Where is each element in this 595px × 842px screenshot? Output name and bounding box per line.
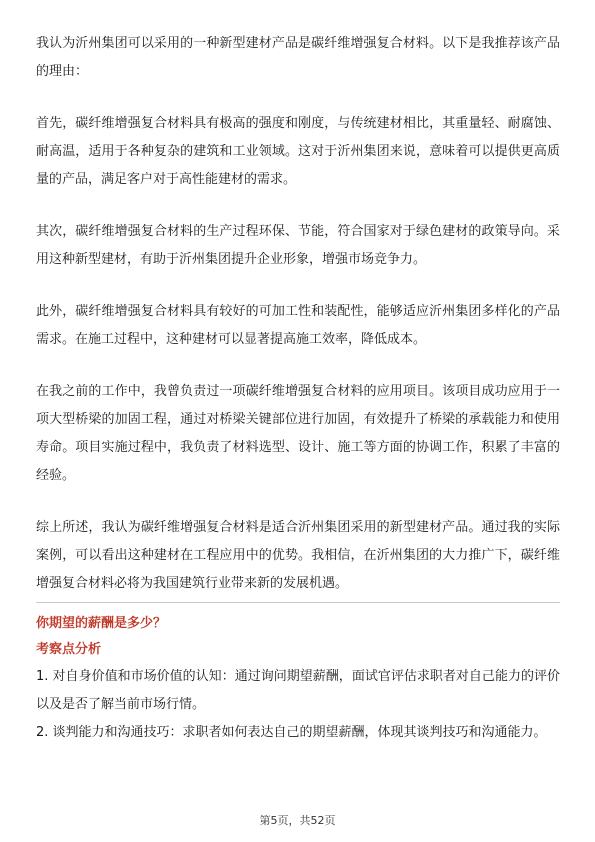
paragraph-third-reason: 此外，碳纤维增强复合材料具有较好的可加工性和装配性，能够适应沂州集团多样化的产品需求。在施工过程中，这种建材可以显著提高施工效率，降低成本。 [36,304,560,347]
question-title: 你期望的薪酬是多少？ [36,616,167,631]
paragraph-experience: 在我之前的工作中，我曾负责过一项碳纤维增强复合材料的应用项目。该项目成功应用于一项大型桥梁的加固工程，通过对桥梁关键部位进行加固，有效提升了桥梁的承载能力和使用寿命。项目实施过程中，我负责了材料选型、设计、施工等方面的协调工作，积累了丰富的经验。 [36,384,560,483]
analysis-heading: 考察点分析 [36,642,102,657]
paragraph-second-reason: 其次，碳纤维增强复合材料的生产过程环保、节能，符合国家对于绿色建材的政策导向。采用这种新型建材，有助于沂州集团提升企业形象，增强市场竞争力。 [36,224,560,267]
analysis-item: 1. 对自身价值和市场价值的认知：通过询问期望薪酬，面试官评估求职者对自己能力的评价以及是否了解当前市场行情。 [36,669,560,712]
section-divider [36,602,560,603]
document-page [36,30,560,747]
paragraph-first-reason: 首先，碳纤维增强复合材料具有极高的强度和刚度，与传统建材相比，其重量轻、耐腐蚀、耐高温，适用于各种复杂的建筑和工业领域。这对于沂州集团来说，意味着可以提供更高质量的产品，满足客户对于高性能建材的需求。 [36,116,560,187]
page-number: 第5页，共52页 [259,814,336,827]
paragraph-intro: 我认为沂州集团可以采用的一种新型建材产品是碳纤维增强复合材料。以下是我推荐该产品的理由： [36,36,560,79]
paragraph-conclusion: 综上所述，我认为碳纤维增强复合材料是适合沂州集团采用的新型建材产品。通过我的实际案例，可以看出这种建材在工程应用中的优势。我相信，在沂州集团的大力推广下，碳纤维增强复合材料必将为我国建筑行业带来新的发展机遇。 [36,520,560,591]
analysis-item: 2. 谈判能力和沟通技巧：求职者如何表达自己的期望薪酬，体现其谈判技巧和沟通能力。 [36,725,547,740]
